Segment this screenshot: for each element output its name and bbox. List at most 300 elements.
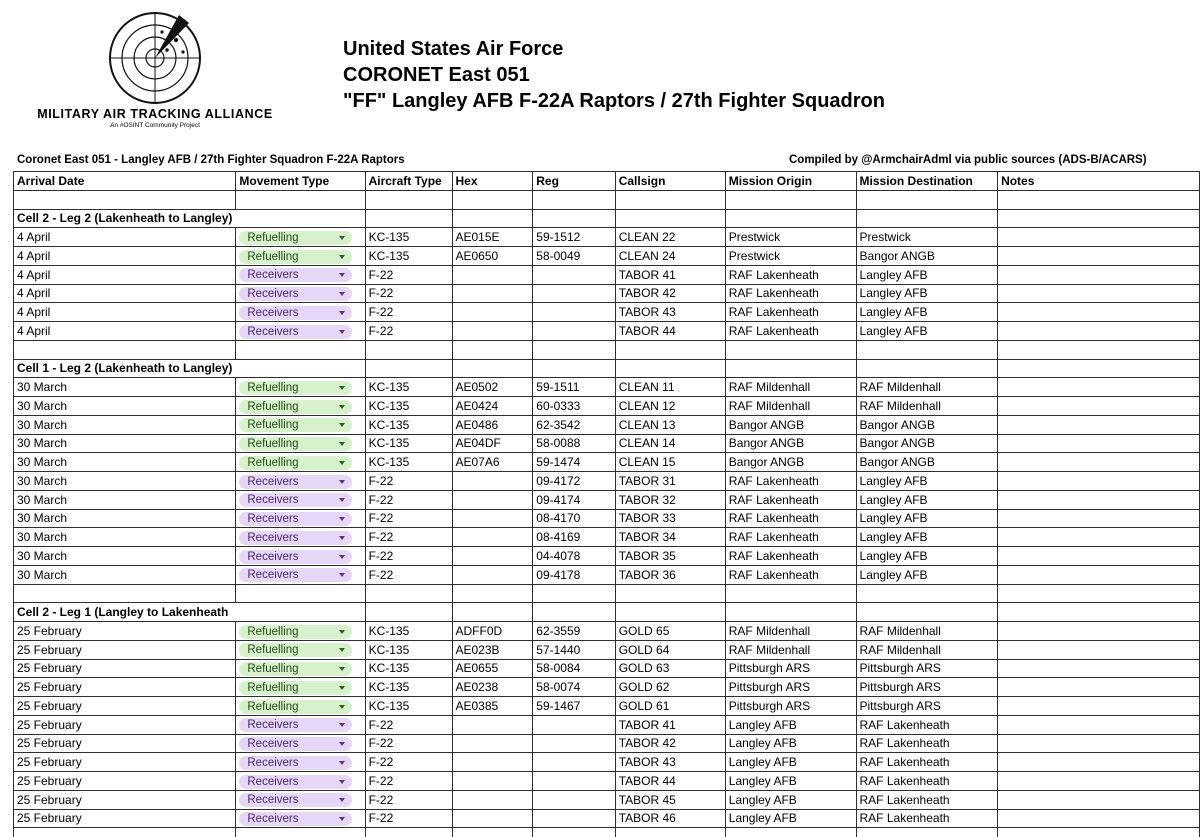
cell[interactable] — [615, 603, 725, 622]
mission-origin-cell[interactable]: RAF Mildenhall — [725, 378, 856, 397]
movement-type-cell[interactable] — [236, 547, 365, 566]
hex-cell[interactable] — [452, 565, 533, 584]
mission-destination-cell[interactable]: Langley AFB — [856, 322, 998, 341]
callsign-cell[interactable]: TABOR 44 — [615, 322, 725, 341]
aircraft-type-cell[interactable]: KC-135 — [365, 247, 452, 266]
hex-cell[interactable] — [452, 753, 533, 772]
movement-type-dropdown[interactable] — [239, 775, 352, 789]
mission-origin-cell[interactable]: RAF Mildenhall — [725, 397, 856, 416]
mission-origin-cell[interactable]: RAF Lakenheath — [725, 547, 856, 566]
hex-cell[interactable] — [452, 322, 533, 341]
cell[interactable] — [365, 828, 452, 837]
movement-type-dropdown[interactable] — [239, 325, 352, 339]
arrival-date-cell[interactable]: 4 April — [14, 284, 236, 303]
mission-destination-cell[interactable]: Langley AFB — [856, 547, 998, 566]
movement-type-cell[interactable] — [236, 790, 365, 809]
mission-origin-cell[interactable]: Langley AFB — [725, 715, 856, 734]
callsign-cell[interactable]: CLEAN 12 — [615, 397, 725, 416]
mission-destination-cell[interactable]: Bangor ANGB — [856, 247, 998, 266]
mission-destination-cell[interactable]: Langley AFB — [856, 284, 998, 303]
notes-cell[interactable] — [998, 753, 1200, 772]
notes-cell[interactable] — [998, 509, 1200, 528]
dropdown-arrow-icon[interactable] — [339, 442, 345, 446]
cell[interactable] — [998, 190, 1200, 209]
hex-cell[interactable] — [452, 303, 533, 322]
section-title[interactable]: Cell 2 - Leg 2 (Lakenheath to Langley) — [14, 209, 236, 228]
aircraft-type-cell[interactable]: F-22 — [365, 528, 452, 547]
movement-type-dropdown[interactable] — [239, 475, 352, 489]
aircraft-type-cell[interactable]: KC-135 — [365, 415, 452, 434]
movement-type-dropdown[interactable] — [239, 400, 352, 414]
arrival-date-cell[interactable]: 25 February — [14, 640, 236, 659]
callsign-cell[interactable]: TABOR 43 — [615, 753, 725, 772]
callsign-cell[interactable]: TABOR 45 — [615, 790, 725, 809]
reg-cell[interactable]: 57-1440 — [533, 640, 615, 659]
aircraft-type-cell[interactable]: F-22 — [365, 790, 452, 809]
mission-destination-cell[interactable]: RAF Lakenheath — [856, 772, 998, 791]
reg-cell[interactable]: 58-0084 — [533, 659, 615, 678]
notes-cell[interactable] — [998, 472, 1200, 491]
movement-type-dropdown[interactable] — [239, 531, 352, 545]
movement-type-cell[interactable] — [236, 303, 365, 322]
mission-origin-cell[interactable]: Prestwick — [725, 247, 856, 266]
arrival-date-cell[interactable]: 30 March — [14, 453, 236, 472]
cell[interactable] — [236, 209, 365, 228]
aircraft-type-cell[interactable]: F-22 — [365, 772, 452, 791]
cell[interactable] — [14, 584, 236, 603]
arrival-date-cell[interactable]: 25 February — [14, 790, 236, 809]
reg-cell[interactable]: 58-0074 — [533, 678, 615, 697]
cell[interactable] — [365, 584, 452, 603]
aircraft-type-cell[interactable]: F-22 — [365, 284, 452, 303]
mission-origin-cell[interactable]: RAF Lakenheath — [725, 490, 856, 509]
hex-cell[interactable]: AE0424 — [452, 397, 533, 416]
callsign-cell[interactable]: TABOR 32 — [615, 490, 725, 509]
cell[interactable] — [452, 603, 533, 622]
cell[interactable] — [365, 209, 452, 228]
cell[interactable] — [452, 584, 533, 603]
movement-type-cell[interactable] — [236, 247, 365, 266]
reg-cell[interactable]: 59-1512 — [533, 228, 615, 247]
notes-cell[interactable] — [998, 397, 1200, 416]
mission-destination-cell[interactable]: RAF Mildenhall — [856, 622, 998, 641]
cell[interactable] — [615, 190, 725, 209]
arrival-date-cell[interactable]: 30 March — [14, 565, 236, 584]
mission-origin-cell[interactable]: RAF Lakenheath — [725, 565, 856, 584]
notes-cell[interactable] — [998, 247, 1200, 266]
reg-cell[interactable] — [533, 265, 615, 284]
hex-cell[interactable]: AE023B — [452, 640, 533, 659]
cell[interactable] — [725, 359, 856, 378]
dropdown-arrow-icon[interactable] — [339, 292, 345, 296]
aircraft-type-cell[interactable]: F-22 — [365, 303, 452, 322]
aircraft-type-cell[interactable]: F-22 — [365, 734, 452, 753]
notes-cell[interactable] — [998, 622, 1200, 641]
cell[interactable] — [14, 190, 236, 209]
cell[interactable] — [998, 340, 1200, 359]
dropdown-arrow-icon[interactable] — [339, 405, 345, 409]
reg-cell[interactable]: 58-0049 — [533, 247, 615, 266]
cell[interactable] — [236, 584, 365, 603]
notes-cell[interactable] — [998, 415, 1200, 434]
dropdown-arrow-icon[interactable] — [339, 480, 345, 484]
notes-cell[interactable] — [998, 809, 1200, 828]
movement-type-dropdown[interactable] — [239, 381, 352, 395]
movement-type-cell[interactable] — [236, 734, 365, 753]
movement-type-cell[interactable] — [236, 715, 365, 734]
mission-destination-cell[interactable]: Bangor ANGB — [856, 415, 998, 434]
movement-type-cell[interactable] — [236, 415, 365, 434]
mission-origin-cell[interactable]: RAF Lakenheath — [725, 265, 856, 284]
cell[interactable] — [236, 603, 365, 622]
dropdown-arrow-icon[interactable] — [339, 742, 345, 746]
aircraft-type-cell[interactable]: KC-135 — [365, 622, 452, 641]
arrival-date-cell[interactable]: 4 April — [14, 228, 236, 247]
mission-destination-cell[interactable]: RAF Mildenhall — [856, 378, 998, 397]
cell[interactable] — [725, 340, 856, 359]
reg-cell[interactable] — [533, 322, 615, 341]
callsign-cell[interactable]: CLEAN 13 — [615, 415, 725, 434]
notes-cell[interactable] — [998, 734, 1200, 753]
hex-cell[interactable] — [452, 472, 533, 491]
aircraft-type-cell[interactable]: KC-135 — [365, 228, 452, 247]
callsign-cell[interactable]: TABOR 42 — [615, 284, 725, 303]
mission-origin-cell[interactable]: Langley AFB — [725, 772, 856, 791]
movement-type-cell[interactable] — [236, 509, 365, 528]
notes-cell[interactable] — [998, 322, 1200, 341]
aircraft-type-cell[interactable]: KC-135 — [365, 378, 452, 397]
callsign-cell[interactable]: CLEAN 22 — [615, 228, 725, 247]
notes-cell[interactable] — [998, 565, 1200, 584]
arrival-date-cell[interactable]: 30 March — [14, 378, 236, 397]
dropdown-arrow-icon[interactable] — [339, 798, 345, 802]
reg-cell[interactable] — [533, 284, 615, 303]
cell[interactable] — [365, 603, 452, 622]
mission-destination-cell[interactable]: Pittsburgh ARS — [856, 697, 998, 716]
movement-type-cell[interactable] — [236, 397, 365, 416]
cell[interactable] — [236, 359, 365, 378]
callsign-cell[interactable]: CLEAN 14 — [615, 434, 725, 453]
dropdown-arrow-icon[interactable] — [339, 423, 345, 427]
movement-type-dropdown[interactable] — [239, 493, 352, 507]
dropdown-arrow-icon[interactable] — [339, 517, 345, 521]
notes-cell[interactable] — [998, 265, 1200, 284]
mission-destination-cell[interactable]: Langley AFB — [856, 528, 998, 547]
dropdown-arrow-icon[interactable] — [339, 311, 345, 315]
dropdown-arrow-icon[interactable] — [339, 630, 345, 634]
movement-type-dropdown[interactable] — [239, 662, 352, 676]
reg-cell[interactable] — [533, 734, 615, 753]
aircraft-type-cell[interactable]: KC-135 — [365, 397, 452, 416]
notes-cell[interactable] — [998, 528, 1200, 547]
callsign-cell[interactable]: CLEAN 24 — [615, 247, 725, 266]
arrival-date-cell[interactable]: 25 February — [14, 622, 236, 641]
reg-cell[interactable] — [533, 753, 615, 772]
callsign-cell[interactable]: TABOR 41 — [615, 715, 725, 734]
aircraft-type-cell[interactable]: F-22 — [365, 265, 452, 284]
reg-cell[interactable] — [533, 790, 615, 809]
dropdown-arrow-icon[interactable] — [339, 817, 345, 821]
cell[interactable] — [533, 828, 615, 837]
movement-type-cell[interactable] — [236, 322, 365, 341]
movement-type-cell[interactable] — [236, 697, 365, 716]
callsign-cell[interactable]: TABOR 31 — [615, 472, 725, 491]
arrival-date-cell[interactable]: 30 March — [14, 434, 236, 453]
hex-cell[interactable]: ADFF0D — [452, 622, 533, 641]
notes-cell[interactable] — [998, 434, 1200, 453]
callsign-cell[interactable]: TABOR 41 — [615, 265, 725, 284]
callsign-cell[interactable]: GOLD 62 — [615, 678, 725, 697]
movement-type-dropdown[interactable] — [239, 231, 352, 245]
notes-cell[interactable] — [998, 697, 1200, 716]
hex-cell[interactable]: AE0486 — [452, 415, 533, 434]
aircraft-type-cell[interactable]: F-22 — [365, 547, 452, 566]
movement-type-dropdown[interactable] — [239, 306, 352, 320]
aircraft-type-cell[interactable]: F-22 — [365, 565, 452, 584]
mission-destination-cell[interactable]: RAF Lakenheath — [856, 790, 998, 809]
movement-type-cell[interactable] — [236, 378, 365, 397]
aircraft-type-cell[interactable]: KC-135 — [365, 697, 452, 716]
arrival-date-cell[interactable]: 30 March — [14, 528, 236, 547]
cell[interactable] — [856, 340, 998, 359]
arrival-date-cell[interactable]: 4 April — [14, 303, 236, 322]
cell[interactable] — [452, 828, 533, 837]
reg-cell[interactable] — [533, 772, 615, 791]
cell[interactable] — [856, 828, 998, 837]
dropdown-arrow-icon[interactable] — [339, 555, 345, 559]
mission-destination-cell[interactable]: Langley AFB — [856, 472, 998, 491]
mission-origin-cell[interactable]: RAF Lakenheath — [725, 322, 856, 341]
cell[interactable] — [14, 340, 236, 359]
cell[interactable] — [533, 359, 615, 378]
cell[interactable] — [533, 209, 615, 228]
notes-cell[interactable] — [998, 678, 1200, 697]
hex-cell[interactable]: AE0502 — [452, 378, 533, 397]
dropdown-arrow-icon[interactable] — [339, 330, 345, 334]
movement-type-dropdown[interactable] — [239, 700, 352, 714]
arrival-date-cell[interactable]: 4 April — [14, 322, 236, 341]
mission-destination-cell[interactable]: Bangor ANGB — [856, 453, 998, 472]
notes-cell[interactable] — [998, 640, 1200, 659]
aircraft-type-cell[interactable]: F-22 — [365, 753, 452, 772]
hex-cell[interactable] — [452, 528, 533, 547]
cell[interactable] — [615, 359, 725, 378]
cell[interactable] — [725, 190, 856, 209]
movement-type-dropdown[interactable] — [239, 550, 352, 564]
cell[interactable] — [725, 209, 856, 228]
mission-origin-cell[interactable]: RAF Lakenheath — [725, 528, 856, 547]
movement-type-cell[interactable] — [236, 565, 365, 584]
dropdown-arrow-icon[interactable] — [339, 648, 345, 652]
movement-type-dropdown[interactable] — [239, 812, 352, 826]
cell[interactable] — [856, 190, 998, 209]
aircraft-type-cell[interactable]: F-22 — [365, 490, 452, 509]
dropdown-arrow-icon[interactable] — [339, 780, 345, 784]
movement-type-cell[interactable] — [236, 228, 365, 247]
hex-cell[interactable] — [452, 547, 533, 566]
callsign-cell[interactable]: TABOR 33 — [615, 509, 725, 528]
callsign-cell[interactable]: TABOR 44 — [615, 772, 725, 791]
notes-cell[interactable] — [998, 378, 1200, 397]
movement-type-dropdown[interactable] — [239, 268, 352, 282]
movement-type-dropdown[interactable] — [239, 793, 352, 807]
movement-type-dropdown[interactable] — [239, 287, 352, 301]
mission-destination-cell[interactable]: Langley AFB — [856, 303, 998, 322]
hex-cell[interactable]: AE0385 — [452, 697, 533, 716]
mission-destination-cell[interactable]: RAF Mildenhall — [856, 397, 998, 416]
cell[interactable] — [615, 209, 725, 228]
dropdown-arrow-icon[interactable] — [339, 255, 345, 259]
movement-type-cell[interactable] — [236, 453, 365, 472]
movement-type-cell[interactable] — [236, 284, 365, 303]
cell[interactable] — [452, 190, 533, 209]
aircraft-type-cell[interactable]: F-22 — [365, 715, 452, 734]
cell[interactable] — [856, 584, 998, 603]
hex-cell[interactable] — [452, 265, 533, 284]
cell[interactable] — [365, 340, 452, 359]
arrival-date-cell[interactable]: 30 March — [14, 472, 236, 491]
reg-cell[interactable]: 04-4078 — [533, 547, 615, 566]
dropdown-arrow-icon[interactable] — [339, 573, 345, 577]
mission-destination-cell[interactable]: RAF Lakenheath — [856, 809, 998, 828]
dropdown-arrow-icon[interactable] — [339, 461, 345, 465]
reg-cell[interactable] — [533, 809, 615, 828]
dropdown-arrow-icon[interactable] — [339, 536, 345, 540]
cell[interactable] — [533, 603, 615, 622]
arrival-date-cell[interactable]: 25 February — [14, 659, 236, 678]
hex-cell[interactable] — [452, 772, 533, 791]
notes-cell[interactable] — [998, 790, 1200, 809]
dropdown-arrow-icon[interactable] — [339, 273, 345, 277]
movement-type-cell[interactable] — [236, 528, 365, 547]
arrival-date-cell[interactable]: 30 March — [14, 509, 236, 528]
notes-cell[interactable] — [998, 453, 1200, 472]
mission-origin-cell[interactable]: Prestwick — [725, 228, 856, 247]
callsign-cell[interactable]: CLEAN 11 — [615, 378, 725, 397]
movement-type-cell[interactable] — [236, 678, 365, 697]
callsign-cell[interactable]: GOLD 63 — [615, 659, 725, 678]
mission-origin-cell[interactable]: Pittsburgh ARS — [725, 659, 856, 678]
hex-cell[interactable] — [452, 734, 533, 753]
mission-destination-cell[interactable]: Bangor ANGB — [856, 434, 998, 453]
movement-type-dropdown[interactable] — [239, 568, 352, 582]
movement-type-dropdown[interactable] — [239, 418, 352, 432]
cell[interactable] — [452, 209, 533, 228]
movement-type-dropdown[interactable] — [239, 643, 352, 657]
notes-cell[interactable] — [998, 772, 1200, 791]
cell[interactable] — [14, 828, 236, 837]
reg-cell[interactable]: 62-3542 — [533, 415, 615, 434]
aircraft-type-cell[interactable]: F-22 — [365, 809, 452, 828]
movement-type-cell[interactable] — [236, 472, 365, 491]
callsign-cell[interactable]: TABOR 46 — [615, 809, 725, 828]
reg-cell[interactable]: 59-1474 — [533, 453, 615, 472]
arrival-date-cell[interactable]: 30 March — [14, 547, 236, 566]
mission-origin-cell[interactable]: Bangor ANGB — [725, 453, 856, 472]
cell[interactable] — [452, 340, 533, 359]
arrival-date-cell[interactable]: 25 February — [14, 772, 236, 791]
reg-cell[interactable]: 09-4172 — [533, 472, 615, 491]
cell[interactable] — [236, 828, 365, 837]
mission-origin-cell[interactable]: Langley AFB — [725, 753, 856, 772]
aircraft-type-cell[interactable]: KC-135 — [365, 640, 452, 659]
reg-cell[interactable]: 59-1511 — [533, 378, 615, 397]
mission-destination-cell[interactable]: Langley AFB — [856, 265, 998, 284]
notes-cell[interactable] — [998, 284, 1200, 303]
movement-type-cell[interactable] — [236, 265, 365, 284]
mission-origin-cell[interactable]: Langley AFB — [725, 790, 856, 809]
movement-type-dropdown[interactable] — [239, 437, 352, 451]
mission-destination-cell[interactable]: RAF Mildenhall — [856, 640, 998, 659]
movement-type-cell[interactable] — [236, 809, 365, 828]
aircraft-type-cell[interactable]: KC-135 — [365, 659, 452, 678]
mission-origin-cell[interactable]: Langley AFB — [725, 809, 856, 828]
mission-origin-cell[interactable]: Langley AFB — [725, 734, 856, 753]
cell[interactable] — [998, 359, 1200, 378]
arrival-date-cell[interactable]: 30 March — [14, 415, 236, 434]
reg-cell[interactable] — [533, 303, 615, 322]
aircraft-type-cell[interactable]: KC-135 — [365, 453, 452, 472]
cell[interactable] — [998, 828, 1200, 837]
notes-cell[interactable] — [998, 303, 1200, 322]
cell[interactable] — [533, 584, 615, 603]
mission-origin-cell[interactable]: RAF Mildenhall — [725, 640, 856, 659]
callsign-cell[interactable]: TABOR 34 — [615, 528, 725, 547]
reg-cell[interactable]: 59-1467 — [533, 697, 615, 716]
movement-type-cell[interactable] — [236, 753, 365, 772]
hex-cell[interactable]: AE015E — [452, 228, 533, 247]
aircraft-type-cell[interactable]: F-22 — [365, 509, 452, 528]
dropdown-arrow-icon[interactable] — [339, 686, 345, 690]
dropdown-arrow-icon[interactable] — [339, 723, 345, 727]
cell[interactable] — [236, 340, 365, 359]
cell[interactable] — [533, 190, 615, 209]
section-title[interactable]: Cell 2 - Leg 1 (Langley to Lakenheath — [14, 603, 236, 622]
hex-cell[interactable] — [452, 284, 533, 303]
arrival-date-cell[interactable]: 25 February — [14, 809, 236, 828]
callsign-cell[interactable]: TABOR 35 — [615, 547, 725, 566]
movement-type-dropdown[interactable] — [239, 456, 352, 470]
mission-destination-cell[interactable]: Langley AFB — [856, 565, 998, 584]
movement-type-cell[interactable] — [236, 490, 365, 509]
hex-cell[interactable] — [452, 509, 533, 528]
callsign-cell[interactable]: GOLD 61 — [615, 697, 725, 716]
callsign-cell[interactable]: TABOR 43 — [615, 303, 725, 322]
movement-type-dropdown[interactable] — [239, 718, 352, 732]
callsign-cell[interactable]: GOLD 65 — [615, 622, 725, 641]
mission-origin-cell[interactable]: Pittsburgh ARS — [725, 697, 856, 716]
mission-destination-cell[interactable]: Pittsburgh ARS — [856, 678, 998, 697]
cell[interactable] — [725, 584, 856, 603]
cell[interactable] — [533, 340, 615, 359]
mission-origin-cell[interactable]: RAF Lakenheath — [725, 472, 856, 491]
cell[interactable] — [365, 359, 452, 378]
mission-destination-cell[interactable]: Prestwick — [856, 228, 998, 247]
cell[interactable] — [236, 190, 365, 209]
reg-cell[interactable] — [533, 715, 615, 734]
cell[interactable] — [856, 209, 998, 228]
cell[interactable] — [998, 209, 1200, 228]
cell[interactable] — [998, 584, 1200, 603]
reg-cell[interactable]: 58-0088 — [533, 434, 615, 453]
dropdown-arrow-icon[interactable] — [339, 386, 345, 390]
notes-cell[interactable] — [998, 547, 1200, 566]
hex-cell[interactable] — [452, 809, 533, 828]
movement-type-cell[interactable] — [236, 640, 365, 659]
movement-type-dropdown[interactable] — [239, 250, 352, 264]
mission-origin-cell[interactable]: RAF Lakenheath — [725, 303, 856, 322]
notes-cell[interactable] — [998, 715, 1200, 734]
